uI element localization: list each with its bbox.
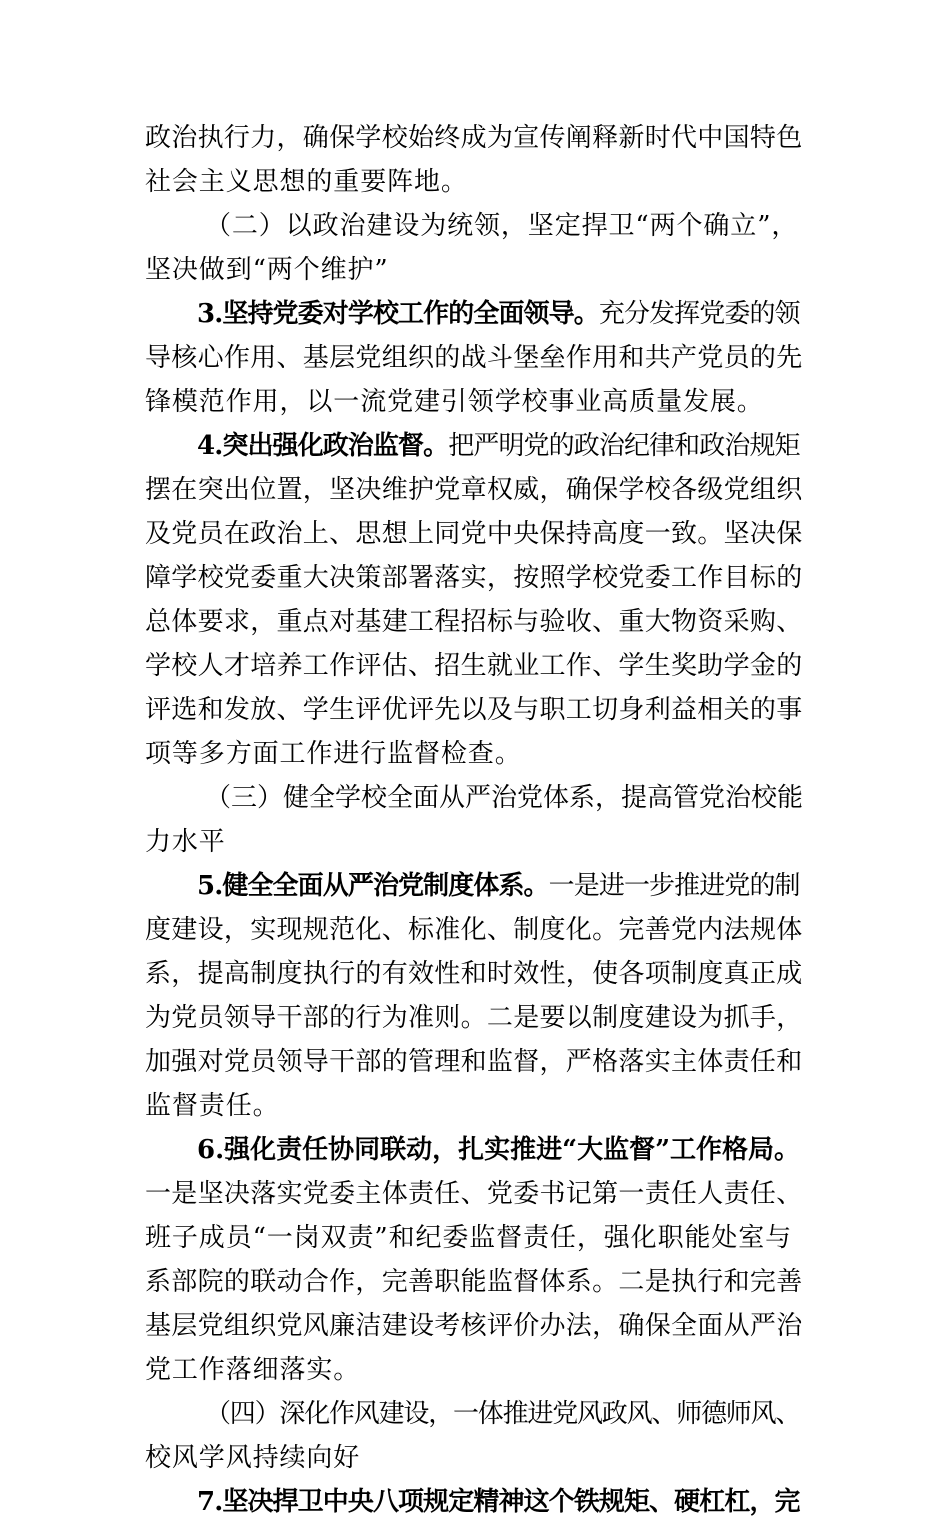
body-line: 系部院的联动合作，完善职能监督体系。二是执行和完善 <box>145 1267 803 1297</box>
section-heading-2: （二）以政治建设为统领，坚定捍卫“两个确立”， <box>205 211 799 241</box>
item-4-title: 4.突出强化政治监督。 <box>197 431 449 461</box>
item-3-title: 3.坚持党委对学校工作的全面领导。 <box>197 299 599 329</box>
body-line: 导核心作用、基层党组织的战斗堡垒作用和共产党员的先 <box>145 343 803 373</box>
body-line: 班子成员“一岗双责”和纪委监督责任，强化职能处室与 <box>145 1223 793 1253</box>
body-line: 政治执行力，确保学校始终成为宣传阐释新时代中国特色 <box>145 123 803 153</box>
section-heading-2-cont: 坚决做到“两个维护” <box>145 255 389 285</box>
body-line: 监督责任。 <box>145 1091 280 1121</box>
body-line: 学校人才培养工作评估、招生就业工作、学生奖助学金的 <box>145 651 803 681</box>
body-line: 项等多方面工作进行监督检查。 <box>145 739 522 769</box>
item-7-line <box>145 1480 805 1524</box>
body-line: 为党员领导干部的行为准则。二是要以制度建设为抓手， <box>145 1003 803 1033</box>
body-line: 一是坚决落实党委主体责任、党委书记第一责任人责任、 <box>145 1179 803 1209</box>
body-line: 基层党组织党风廉洁建设考核评价办法，确保全面从严治 <box>145 1311 803 1341</box>
document-page <box>145 116 805 1524</box>
body-line: 评选和发放、学生评优评先以及与职工切身利益相关的事 <box>145 695 803 725</box>
item-6-line <box>145 1128 805 1172</box>
body-line: 及党员在政治上、思想上同党中央保持高度一致。坚决保 <box>145 519 803 549</box>
item-5-line <box>145 864 805 908</box>
item-3-text: 充分发挥党委的领 <box>598 299 800 329</box>
body-line: 系，提高制度执行的有效性和时效性，使各项制度真正成 <box>145 959 803 989</box>
section-heading-4-cont: 校风学风持续向好 <box>145 1443 361 1473</box>
body-line: 锋模范作用，以一流党建引领学校事业高质量发展。 <box>145 387 764 417</box>
item-5-text: 一是进一步推进党的制 <box>548 871 800 901</box>
body-line: 摆在突出位置，坚决维护党章权威，确保学校各级党组织 <box>145 475 803 505</box>
section-heading-3: （三）健全学校全面从严治党体系，提高管党治校能 <box>205 783 804 813</box>
section-heading-4: （四）深化作风建设，一体推进党风政风、师德师风、 <box>205 1399 801 1429</box>
body-line: 度建设，实现规范化、标准化、制度化。完善党内法规体 <box>145 915 803 945</box>
body-line: 总体要求，重点对基建工程招标与验收、重大物资采购、 <box>145 607 803 637</box>
section-heading-3-cont: 力水平 <box>145 827 226 857</box>
body-line: 社会主义思想的重要阵地。 <box>145 167 468 197</box>
body-line: 加强对党员领导干部的管理和监督，严格落实主体责任和 <box>145 1047 803 1077</box>
item-5-title: 5.健全全面从严治党制度体系。 <box>197 871 549 901</box>
item-4-line <box>145 424 805 468</box>
body-line: 党工作落细落实。 <box>145 1355 361 1385</box>
body-line: 障学校党委重大决策部署落实，按照学校党委工作目标的 <box>145 563 803 593</box>
item-4-text: 把严明党的政治纪律和政治规矩 <box>448 431 800 461</box>
item-6-title: 6.强化责任协同联动，扎实推进“大监督”工作格局。 <box>197 1135 801 1165</box>
item-3-line <box>145 292 805 336</box>
item-7-title: 7.坚决捍卫中央八项规定精神这个铁规矩、硬杠杠，完 <box>197 1487 800 1517</box>
